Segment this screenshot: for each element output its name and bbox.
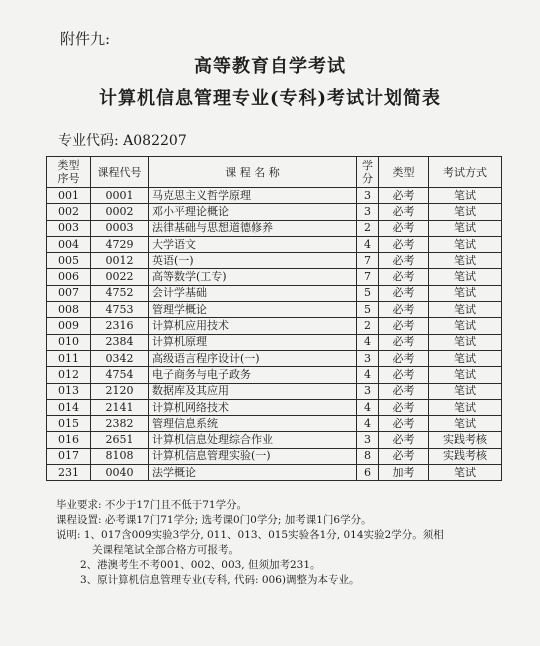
cell-exam-mode: 实践考核	[429, 432, 502, 448]
cell-seq: 004	[47, 236, 91, 252]
cell-course-name: 计算机信息管理实验(一)	[149, 448, 357, 464]
cell-seq: 231	[47, 465, 91, 481]
table-row	[47, 285, 502, 301]
cell-seq: 001	[47, 188, 91, 204]
cell-course-name: 计算机网络技术	[149, 399, 357, 415]
cell-credit: 7	[357, 269, 379, 285]
cell-course-name: 计算机信息处理综合作业	[149, 432, 357, 448]
cell-course-name: 电子商务与电子政务	[149, 367, 357, 383]
cell-exam-mode: 笔试	[429, 204, 502, 220]
cell-credit: 3	[357, 350, 379, 366]
cell-seq: 013	[47, 383, 91, 399]
cell-credit: 2	[357, 318, 379, 334]
header-course-name: 课 程 名 称	[149, 157, 357, 188]
cell-exam-mode: 笔试	[429, 269, 502, 285]
cell-type: 必考	[379, 448, 429, 464]
cell-seq: 005	[47, 253, 91, 269]
cell-type: 必考	[379, 367, 429, 383]
header-type-seq	[47, 157, 91, 188]
table-row	[47, 318, 502, 334]
cell-seq: 014	[47, 399, 91, 415]
cell-course-code: 2120	[91, 383, 149, 399]
cell-credit: 3	[357, 383, 379, 399]
cell-type: 必考	[379, 269, 429, 285]
cell-type: 必考	[379, 236, 429, 252]
note-explain-2: 2、港澳考生不考001、002、003, 但须加考231。	[80, 559, 321, 571]
cell-exam-mode: 笔试	[429, 285, 502, 301]
cell-seq: 007	[47, 285, 91, 301]
cell-credit: 4	[357, 399, 379, 415]
cell-seq: 012	[47, 367, 91, 383]
cell-type: 必考	[379, 432, 429, 448]
table-row	[47, 253, 502, 269]
cell-type: 必考	[379, 302, 429, 318]
page-title: 高等教育自学考试	[194, 56, 346, 77]
cell-exam-mode: 笔试	[429, 302, 502, 318]
cell-exam-mode: 笔试	[429, 350, 502, 366]
table-row	[47, 448, 502, 464]
cell-exam-mode: 笔试	[429, 399, 502, 415]
note-graduation: 毕业要求: 不少于17门且不低于71学分。	[56, 499, 248, 511]
cell-course-code: 0002	[91, 204, 149, 220]
table-row	[47, 432, 502, 448]
cell-type: 必考	[379, 318, 429, 334]
cell-seq: 003	[47, 220, 91, 236]
cell-exam-mode: 笔试	[429, 334, 502, 350]
cell-seq: 011	[47, 350, 91, 366]
cell-course-name: 法律基础与思想道德修养	[149, 220, 357, 236]
cell-exam-mode: 笔试	[429, 220, 502, 236]
cell-course-name: 高等数学(工专)	[149, 269, 357, 285]
cell-seq: 008	[47, 302, 91, 318]
cell-seq: 002	[47, 204, 91, 220]
cell-type: 必考	[379, 350, 429, 366]
cell-seq: 015	[47, 416, 91, 432]
header-credit-line1: 学	[362, 159, 373, 172]
table-row	[47, 416, 502, 432]
cell-course-code: 2384	[91, 334, 149, 350]
cell-credit: 4	[357, 367, 379, 383]
cell-course-code: 0001	[91, 188, 149, 204]
cell-type: 必考	[379, 253, 429, 269]
cell-seq: 017	[47, 448, 91, 464]
table-row	[47, 269, 502, 285]
cell-course-code: 4752	[91, 285, 149, 301]
table-row	[47, 302, 502, 318]
cell-seq: 009	[47, 318, 91, 334]
attachment-label: 附件九:	[60, 30, 111, 48]
header-course-code: 课程代号	[91, 157, 149, 188]
cell-type: 必考	[379, 383, 429, 399]
cell-type: 必考	[379, 416, 429, 432]
note-explain-1a: 说明: 1、017含009实验3学分, 011、013、015实验各1分, 014实验2学分。须相	[56, 529, 444, 541]
table-row	[47, 220, 502, 236]
cell-course-code: 4729	[91, 236, 149, 252]
table-row	[47, 350, 502, 366]
cell-seq: 010	[47, 334, 91, 350]
note-explain-1b: 关课程笔试全部合格方可报考。	[92, 544, 239, 556]
cell-credit: 7	[357, 253, 379, 269]
cell-seq: 016	[47, 432, 91, 448]
cell-course-name: 数据库及其应用	[149, 383, 357, 399]
cell-credit: 3	[357, 432, 379, 448]
cell-course-name: 高级语言程序设计(一)	[149, 350, 357, 366]
cell-exam-mode: 笔试	[429, 188, 502, 204]
cell-course-code: 4754	[91, 367, 149, 383]
cell-credit: 5	[357, 285, 379, 301]
table-row	[47, 236, 502, 252]
cell-course-name: 法学概论	[149, 465, 357, 481]
cell-exam-mode: 笔试	[429, 318, 502, 334]
cell-exam-mode: 实践考核	[429, 448, 502, 464]
cell-exam-mode: 笔试	[429, 253, 502, 269]
page-subtitle: 计算机信息管理专业(专科)考试计划简表	[98, 88, 442, 109]
cell-course-name: 管理信息系统	[149, 416, 357, 432]
cell-credit: 4	[357, 334, 379, 350]
table-row	[47, 367, 502, 383]
cell-exam-mode: 笔试	[429, 416, 502, 432]
cell-credit: 5	[357, 302, 379, 318]
header-type-seq-line1: 类型	[57, 159, 80, 172]
note-settings: 课程设置: 必考课17门71学分; 选考课0门0学分; 加考课1门6学分。	[56, 514, 372, 526]
cell-course-name: 计算机原理	[149, 334, 357, 350]
cell-course-name: 计算机应用技术	[149, 318, 357, 334]
cell-course-name: 马克思主义哲学原理	[149, 188, 357, 204]
cell-exam-mode: 笔试	[429, 236, 502, 252]
cell-course-code: 0022	[91, 269, 149, 285]
cell-course-name: 邓小平理论概论	[149, 204, 357, 220]
notes	[56, 498, 516, 588]
cell-course-code: 0342	[91, 350, 149, 366]
cell-course-name: 管理学概论	[149, 302, 357, 318]
cell-credit: 3	[357, 188, 379, 204]
cell-credit: 3	[357, 204, 379, 220]
cell-credit: 2	[357, 220, 379, 236]
header-type: 类型	[379, 157, 429, 188]
table-row	[47, 188, 502, 204]
cell-type: 必考	[379, 204, 429, 220]
cell-course-code: 2316	[91, 318, 149, 334]
cell-credit: 6	[357, 465, 379, 481]
header-exam-mode: 考试方式	[429, 157, 502, 188]
cell-type: 必考	[379, 334, 429, 350]
cell-course-code: 0003	[91, 220, 149, 236]
table-row	[47, 383, 502, 399]
cell-type: 加考	[379, 465, 429, 481]
table-row	[47, 399, 502, 415]
table-row	[47, 204, 502, 220]
cell-course-code: 2382	[91, 416, 149, 432]
cell-type: 必考	[379, 188, 429, 204]
header-credit-line2: 分	[362, 172, 373, 185]
cell-course-code: 0012	[91, 253, 149, 269]
cell-course-code: 2141	[91, 399, 149, 415]
cell-course-code: 4753	[91, 302, 149, 318]
cell-credit: 4	[357, 236, 379, 252]
cell-type: 必考	[379, 285, 429, 301]
cell-credit: 4	[357, 416, 379, 432]
cell-course-name: 会计学基础	[149, 285, 357, 301]
major-code: 专业代码: A082207	[58, 133, 187, 149]
cell-course-code: 0040	[91, 465, 149, 481]
cell-credit: 8	[357, 448, 379, 464]
cell-course-code: 8108	[91, 448, 149, 464]
exam-plan-table	[46, 156, 502, 481]
cell-exam-mode: 笔试	[429, 383, 502, 399]
cell-type: 必考	[379, 220, 429, 236]
cell-seq: 006	[47, 269, 91, 285]
cell-course-name: 大学语文	[149, 236, 357, 252]
cell-course-code: 2651	[91, 432, 149, 448]
table-header-row	[47, 157, 502, 188]
header-credit	[357, 157, 379, 188]
cell-course-name: 英语(一)	[149, 253, 357, 269]
table-row	[47, 334, 502, 350]
cell-type: 必考	[379, 399, 429, 415]
table-row	[47, 465, 502, 481]
cell-exam-mode: 笔试	[429, 465, 502, 481]
note-explain-3: 3、原计算机信息管理专业(专科, 代码: 006)调整为本专业。	[80, 574, 360, 586]
header-type-seq-line2: 序号	[57, 172, 80, 185]
cell-exam-mode: 笔试	[429, 367, 502, 383]
